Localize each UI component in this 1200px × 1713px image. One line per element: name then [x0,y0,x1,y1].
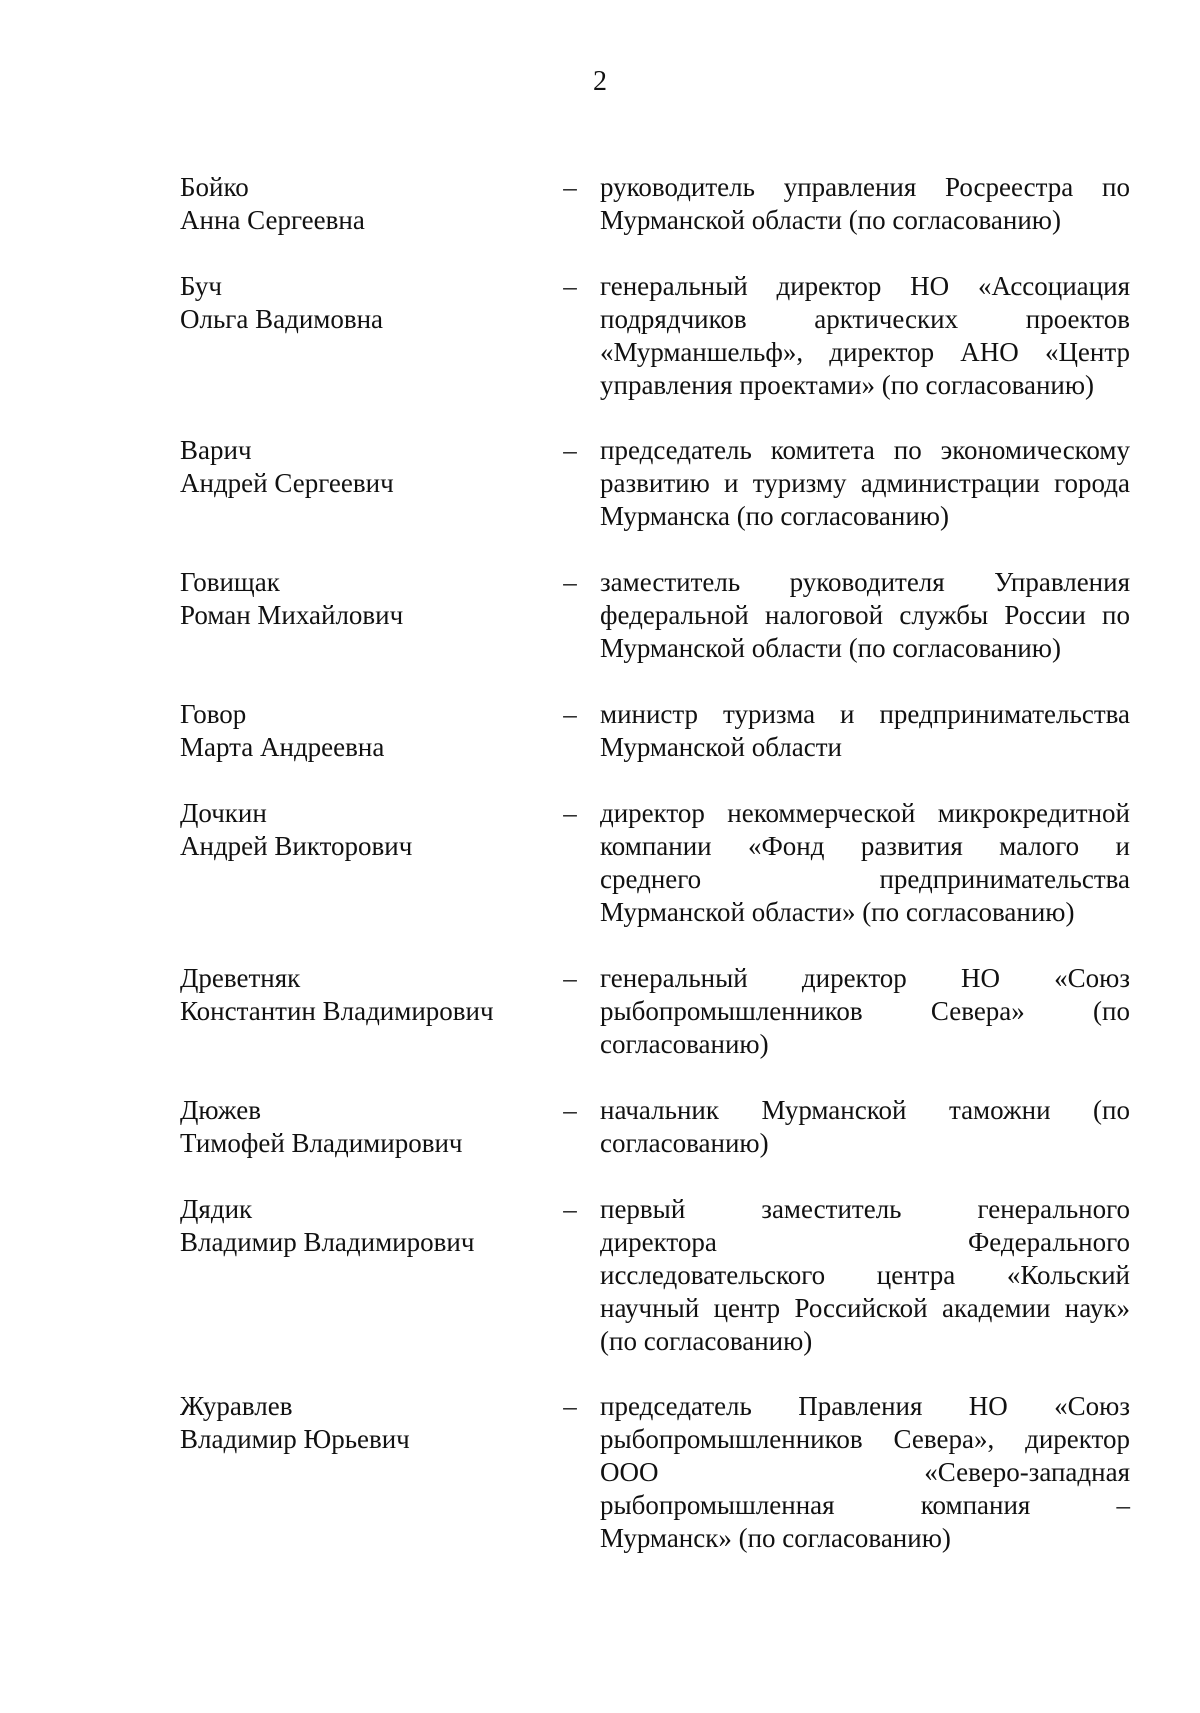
given-names: Марта Андреевна [180,732,385,762]
member-name [180,566,560,632]
member-name [180,962,560,1028]
role-line: председатель Правления НО «Союз [600,1391,1130,1421]
given-names: Андрей Викторович [180,831,413,861]
given-names: Владимир Владимирович [180,1227,475,1257]
role-line: Мурманской области [600,732,842,762]
page-number: 2 [593,66,607,97]
surname: Варич [180,435,252,465]
role-line: управления проектами» (по согласованию) [600,370,1095,400]
role-line: начальник Мурманской таможни (по [600,1095,1130,1125]
surname: Бойко [180,172,249,202]
role-line: ООО «Северо-западная [600,1457,1130,1487]
dash: – [563,172,577,202]
role-line: Мурманск» (по согласованию) [600,1523,951,1553]
role-line: генеральный директор НО «Ассоциация [600,271,1130,301]
role-line: развитию и туризму администрации города [600,468,1130,498]
member-name [180,171,560,237]
role-line: Мурманской области (по согласованию) [600,633,1061,663]
given-names: Тимофей Владимирович [180,1128,463,1158]
dash: – [563,1095,577,1125]
role-line: заместитель руководителя Управления [600,567,1130,597]
role-line: подрядчиков арктических проектов [600,304,1130,334]
dash: – [563,567,577,597]
member-name [180,797,560,863]
role-line: руководитель управления Росреестра по [600,172,1130,202]
role-line: первый заместитель генерального [600,1194,1130,1224]
member-name [180,1094,560,1160]
surname: Дядик [180,1194,253,1224]
role-line: исследовательского центра «Кольский [600,1260,1130,1290]
given-names: Анна Сергеевна [180,205,365,235]
dash: – [563,271,577,301]
role-line: директор некоммерческой микрокредитной [600,798,1130,828]
role-line: генеральный директор НО «Союз [600,963,1130,993]
role-line: рыбопромышленников Севера», директор [600,1424,1130,1454]
role-line: Мурманской области (по согласованию) [600,205,1061,235]
dash: – [563,963,577,993]
role-line: рыбопромышленная компания – [600,1490,1130,1520]
member-role [600,1094,1130,1160]
role-line: согласованию) [600,1029,769,1059]
dash: – [563,699,577,729]
member-role [600,434,1130,533]
surname: Журавлев [180,1391,293,1421]
member-role [600,962,1130,1061]
member-name [180,1193,560,1259]
surname: Древетняк [180,963,301,993]
member-name [180,698,560,764]
surname: Говищак [180,567,280,597]
role-line: федеральной налоговой службы России по [600,600,1130,630]
surname: Дочкин [180,798,267,828]
surname: Говор [180,699,247,729]
member-role [600,1390,1130,1555]
dash: – [563,1194,577,1224]
member-role [600,698,1130,764]
role-line: рыбопромышленников Севера» (по [600,996,1130,1026]
given-names: Андрей Сергеевич [180,468,394,498]
surname: Дюжев [180,1095,261,1125]
dash: – [563,798,577,828]
member-name [180,1390,560,1456]
given-names: Константин Владимирович [180,996,494,1026]
role-line: «Мурманшельф», директор АНО «Центр [600,337,1130,367]
role-line: согласованию) [600,1128,769,1158]
member-role [600,270,1130,402]
dash: – [563,1391,577,1421]
role-line: председатель комитета по экономическому [600,435,1130,465]
given-names: Владимир Юрьевич [180,1424,410,1454]
role-line: научный центр Российской академии наук» [600,1293,1130,1323]
role-line: компании «Фонд развития малого и [600,831,1130,861]
given-names: Ольга Вадимовна [180,304,384,334]
role-line: Мурманска (по согласованию) [600,501,949,531]
role-line: Мурманской области» (по согласованию) [600,897,1075,927]
dash: – [563,435,577,465]
given-names: Роман Михайлович [180,600,404,630]
role-line: (по согласованию) [600,1326,813,1356]
surname: Буч [180,271,222,301]
role-line: директора Федерального [600,1227,1130,1257]
member-name [180,270,560,336]
member-role [600,1193,1130,1358]
role-line: среднего предпринимательства [600,864,1130,894]
member-role [600,566,1130,665]
member-role [600,797,1130,929]
role-line: министр туризма и предпринимательства [600,699,1130,729]
member-role [600,171,1130,237]
member-name [180,434,560,500]
